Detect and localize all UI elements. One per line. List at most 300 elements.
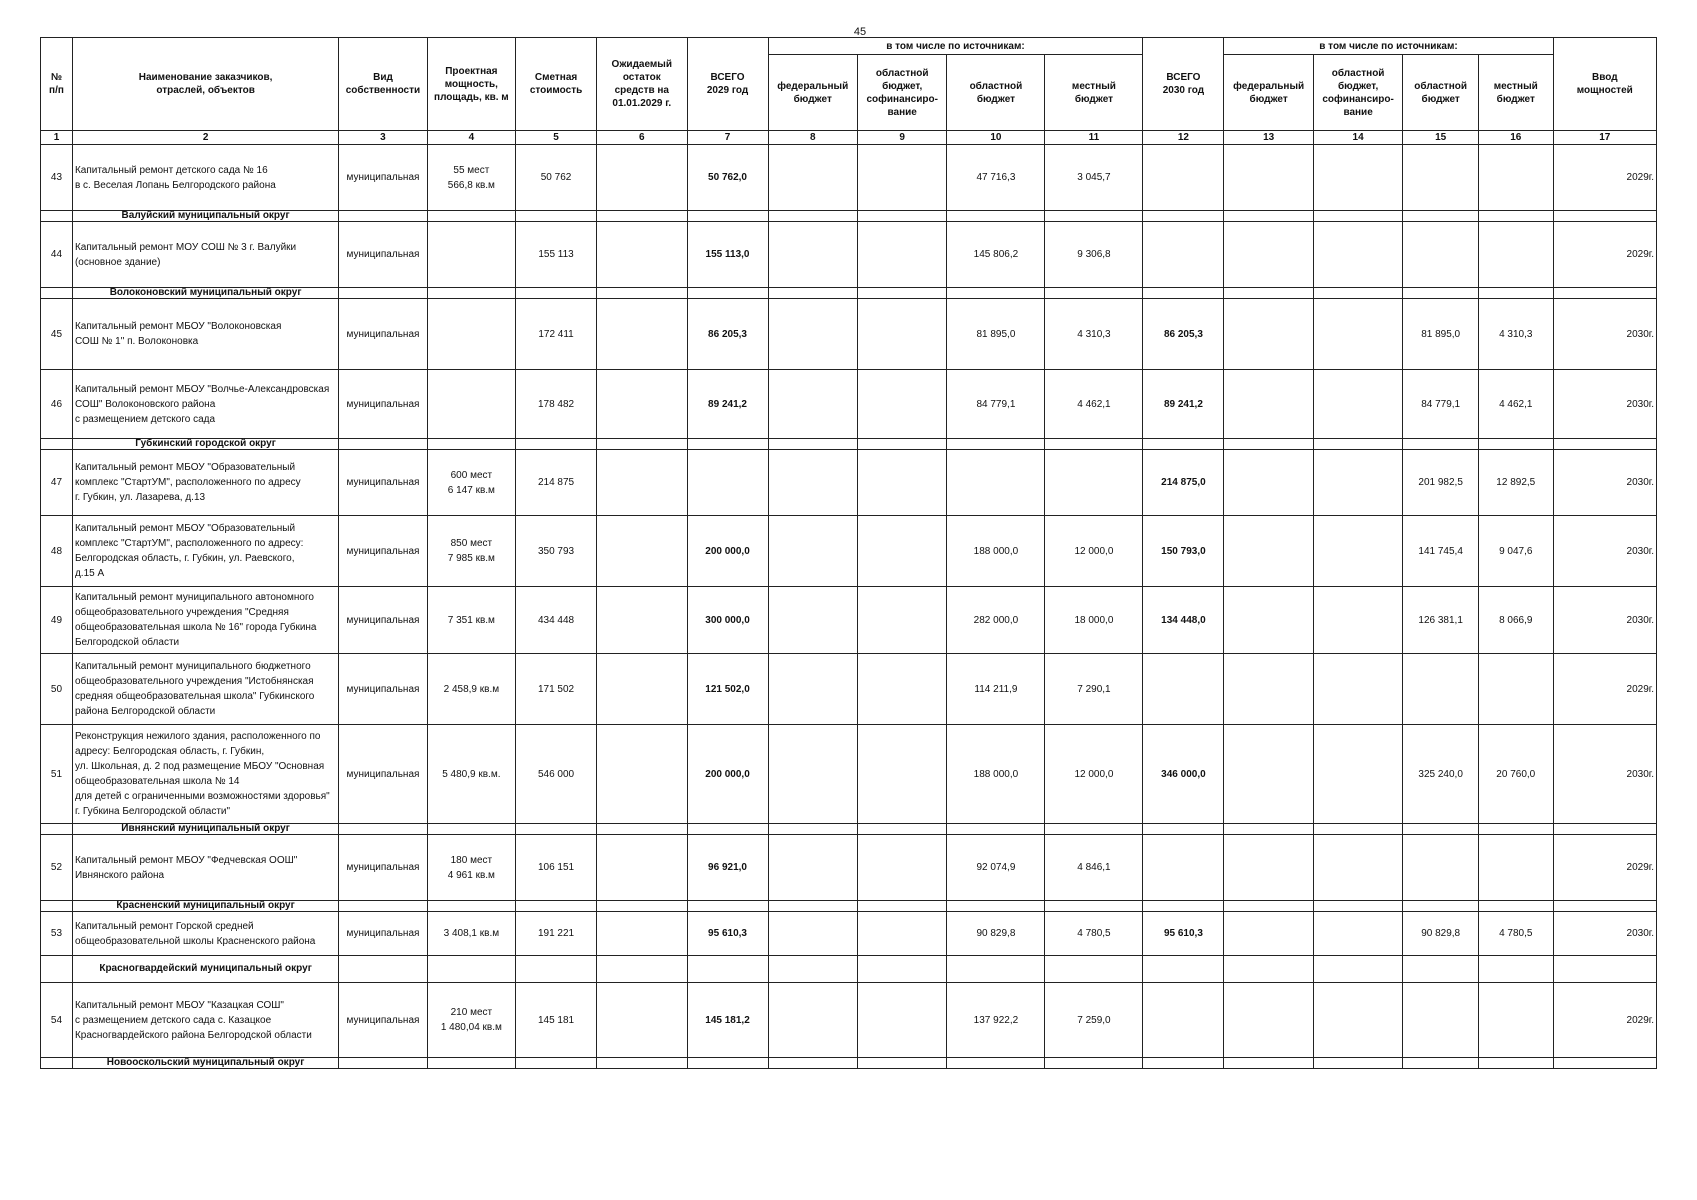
col-header-regional-2030: областной бюджет [1403, 55, 1479, 131]
object-name: Реконструкция нежилого здания, расположенного по адресу: Белгородская область, г. Губкин, ул. Школьная, д. 2 под размещение МБОУ "Основная общеобразовательная школа № 14 для детей с ограниченными возможностями здоровья" г. Губкина Белгородской области" [72, 725, 338, 824]
estimated-cost-cell: 171 502 [516, 654, 597, 725]
federal-2029-cell [768, 725, 857, 824]
capacity-cell: 55 мест 566,8 кв.м [427, 145, 515, 211]
federal-2030-cell [1224, 222, 1313, 288]
object-name: Капитальный ремонт МБОУ "Волчье-Александровская СОШ" Волоконовского района с размещением детского сада [72, 370, 338, 439]
section-title: Новооскольский муниципальный округ [72, 1058, 338, 1069]
col-header-capacity: Проектная мощность, площадь, кв. м [427, 38, 515, 131]
table-row [41, 983, 1657, 1058]
capacity-cell [427, 370, 515, 439]
total-2029-cell: 200 000,0 [687, 516, 768, 587]
federal-2030-cell [1224, 835, 1313, 901]
table-row [41, 654, 1657, 725]
empty-cell [41, 824, 73, 835]
col-header-federal-2030: федеральный бюджет [1224, 55, 1313, 131]
empty-cell [687, 901, 768, 912]
empty-cell [768, 824, 857, 835]
column-number-17: 17 [1553, 131, 1656, 145]
ownership-cell: муниципальная [339, 450, 427, 516]
empty-cell [1553, 824, 1656, 835]
investment-table [40, 37, 1657, 1069]
empty-cell [339, 439, 427, 450]
empty-cell [339, 1058, 427, 1069]
empty-cell [516, 288, 597, 299]
empty-cell [1045, 956, 1143, 983]
column-number-16: 16 [1478, 131, 1553, 145]
empty-cell [597, 901, 688, 912]
regional-2030-cell: 141 745,4 [1403, 516, 1479, 587]
estimated-cost-cell: 50 762 [516, 145, 597, 211]
empty-cell [1313, 824, 1402, 835]
regional-cofin-2030-cell [1313, 222, 1402, 288]
regional-cofin-2029-cell [857, 145, 946, 211]
col-header-sources-2029: в том числе по источникам: [768, 38, 1143, 55]
empty-cell [1045, 901, 1143, 912]
section-title: Волоконовский муниципальный округ [72, 288, 338, 299]
empty-cell [1045, 211, 1143, 222]
balance-cell [597, 912, 688, 956]
federal-2029-cell [768, 450, 857, 516]
local-2029-cell: 4 310,3 [1045, 299, 1143, 370]
section-row [41, 824, 1657, 835]
federal-2029-cell [768, 912, 857, 956]
regional-2030-cell: 201 982,5 [1403, 450, 1479, 516]
column-number-1: 1 [41, 131, 73, 145]
ownership-cell: муниципальная [339, 587, 427, 654]
federal-2030-cell [1224, 587, 1313, 654]
commissioning-year-cell: 2029г. [1553, 222, 1656, 288]
empty-cell [427, 956, 515, 983]
ownership-cell: муниципальная [339, 912, 427, 956]
empty-cell [1553, 901, 1656, 912]
local-2030-cell [1478, 835, 1553, 901]
ownership-cell: муниципальная [339, 370, 427, 439]
row-number: 51 [41, 725, 73, 824]
total-2030-cell [1143, 222, 1224, 288]
regional-2030-cell [1403, 835, 1479, 901]
local-2029-cell: 12 000,0 [1045, 516, 1143, 587]
regional-cofin-2029-cell [857, 450, 946, 516]
empty-cell [947, 901, 1045, 912]
federal-2030-cell [1224, 299, 1313, 370]
empty-cell [1553, 211, 1656, 222]
commissioning-year-cell: 2029г. [1553, 835, 1656, 901]
federal-2030-cell [1224, 912, 1313, 956]
federal-2029-cell [768, 145, 857, 211]
empty-cell [1143, 1058, 1224, 1069]
column-number-12: 12 [1143, 131, 1224, 145]
total-2029-cell: 155 113,0 [687, 222, 768, 288]
col-header-ownership: Вид собственности [339, 38, 427, 131]
estimated-cost-cell: 145 181 [516, 983, 597, 1058]
balance-cell [597, 145, 688, 211]
empty-cell [857, 288, 946, 299]
ownership-cell: муниципальная [339, 516, 427, 587]
estimated-cost-cell: 155 113 [516, 222, 597, 288]
col-header-federal-2029: федеральный бюджет [768, 55, 857, 131]
empty-cell [1143, 288, 1224, 299]
column-number-11: 11 [1045, 131, 1143, 145]
empty-cell [1478, 824, 1553, 835]
col-header-total-2030: ВСЕГО 2030 год [1143, 38, 1224, 131]
capacity-cell: 2 458,9 кв.м [427, 654, 515, 725]
empty-cell [1478, 439, 1553, 450]
balance-cell [597, 725, 688, 824]
regional-cofin-2029-cell [857, 835, 946, 901]
local-2029-cell: 7 290,1 [1045, 654, 1143, 725]
empty-cell [516, 1058, 597, 1069]
empty-cell [947, 1058, 1045, 1069]
federal-2029-cell [768, 983, 857, 1058]
col-header-commissioning: Ввод мощностей [1553, 38, 1656, 131]
federal-2030-cell [1224, 725, 1313, 824]
table-row [41, 299, 1657, 370]
table-row [41, 450, 1657, 516]
ownership-cell: муниципальная [339, 222, 427, 288]
empty-cell [339, 824, 427, 835]
capacity-cell: 5 480,9 кв.м. [427, 725, 515, 824]
object-name: Капитальный ремонт МБОУ "Волоконовская СОШ № 1" п. Волоконовка [72, 299, 338, 370]
regional-cofin-2029-cell [857, 587, 946, 654]
total-2030-cell: 346 000,0 [1143, 725, 1224, 824]
empty-cell [687, 211, 768, 222]
commissioning-year-cell: 2029г. [1553, 983, 1656, 1058]
empty-cell [947, 439, 1045, 450]
section-title: Ивнянский муниципальный округ [72, 824, 338, 835]
total-2030-cell [1143, 835, 1224, 901]
column-number-5: 5 [516, 131, 597, 145]
object-name: Капитальный ремонт МБОУ "Федчевская ООШ" Ивнянского района [72, 835, 338, 901]
column-number-9: 9 [857, 131, 946, 145]
capacity-cell: 850 мест 7 985 кв.м [427, 516, 515, 587]
total-2029-cell: 50 762,0 [687, 145, 768, 211]
empty-cell [516, 824, 597, 835]
col-header-local-2030: местный бюджет [1478, 55, 1553, 131]
commissioning-year-cell: 2029г. [1553, 145, 1656, 211]
empty-cell [687, 288, 768, 299]
header-row [41, 38, 1657, 55]
col-header-balance: Ожидаемый остаток средств на 01.01.2029 г. [597, 38, 688, 131]
col-header-regional-cofin-2030: областной бюджет, софинансиро- вание [1313, 55, 1402, 131]
row-number: 47 [41, 450, 73, 516]
federal-2030-cell [1224, 983, 1313, 1058]
empty-cell [1045, 1058, 1143, 1069]
empty-cell [427, 1058, 515, 1069]
section-row [41, 211, 1657, 222]
local-2029-cell: 7 259,0 [1045, 983, 1143, 1058]
empty-cell [41, 288, 73, 299]
col-header-local-2029: местный бюджет [1045, 55, 1143, 131]
object-name: Капитальный ремонт МБОУ "Казацкая СОШ" с размещением детского сада с. Казацкое Красногвардейского района Белгородской области [72, 983, 338, 1058]
empty-cell [1143, 211, 1224, 222]
column-number-14: 14 [1313, 131, 1402, 145]
table-row [41, 587, 1657, 654]
total-2030-cell: 150 793,0 [1143, 516, 1224, 587]
empty-cell [516, 439, 597, 450]
regional-2030-cell: 90 829,8 [1403, 912, 1479, 956]
balance-cell [597, 983, 688, 1058]
regional-2030-cell: 84 779,1 [1403, 370, 1479, 439]
empty-cell [427, 211, 515, 222]
regional-2029-cell: 92 074,9 [947, 835, 1045, 901]
column-number-10: 10 [947, 131, 1045, 145]
federal-2029-cell [768, 835, 857, 901]
empty-cell [339, 211, 427, 222]
empty-cell [597, 956, 688, 983]
federal-2029-cell [768, 654, 857, 725]
total-2030-cell [1143, 145, 1224, 211]
row-number: 43 [41, 145, 73, 211]
regional-2029-cell: 282 000,0 [947, 587, 1045, 654]
total-2029-cell: 121 502,0 [687, 654, 768, 725]
empty-cell [1403, 211, 1479, 222]
estimated-cost-cell: 434 448 [516, 587, 597, 654]
column-number-4: 4 [427, 131, 515, 145]
federal-2029-cell [768, 516, 857, 587]
empty-cell [1553, 439, 1656, 450]
capacity-cell: 210 мест 1 480,04 кв.м [427, 983, 515, 1058]
row-number: 52 [41, 835, 73, 901]
empty-cell [339, 288, 427, 299]
empty-cell [41, 211, 73, 222]
local-2030-cell: 9 047,6 [1478, 516, 1553, 587]
ownership-cell: муниципальная [339, 835, 427, 901]
capacity-cell: 7 351 кв.м [427, 587, 515, 654]
local-2030-cell: 4 462,1 [1478, 370, 1553, 439]
balance-cell [597, 654, 688, 725]
empty-cell [857, 1058, 946, 1069]
empty-cell [857, 824, 946, 835]
empty-cell [1313, 439, 1402, 450]
regional-2029-cell: 188 000,0 [947, 516, 1045, 587]
section-row [41, 956, 1657, 983]
row-number: 44 [41, 222, 73, 288]
object-name: Капитальный ремонт МБОУ "Образовательный комплекс "СтартУМ", расположенного по адресу г. Губкин, ул. Лазарева, д.13 [72, 450, 338, 516]
table-row [41, 145, 1657, 211]
regional-cofin-2030-cell [1313, 145, 1402, 211]
commissioning-year-cell: 2030г. [1553, 516, 1656, 587]
empty-cell [1313, 1058, 1402, 1069]
empty-cell [516, 211, 597, 222]
commissioning-year-cell: 2029г. [1553, 654, 1656, 725]
row-number: 50 [41, 654, 73, 725]
empty-cell [1553, 288, 1656, 299]
regional-cofin-2030-cell [1313, 725, 1402, 824]
column-number-3: 3 [339, 131, 427, 145]
regional-2029-cell: 114 211,9 [947, 654, 1045, 725]
total-2029-cell: 145 181,2 [687, 983, 768, 1058]
federal-2030-cell [1224, 145, 1313, 211]
empty-cell [41, 1058, 73, 1069]
column-numbers-row [41, 131, 1657, 145]
balance-cell [597, 370, 688, 439]
empty-cell [427, 288, 515, 299]
estimated-cost-cell: 106 151 [516, 835, 597, 901]
empty-cell [1224, 956, 1313, 983]
total-2030-cell: 214 875,0 [1143, 450, 1224, 516]
column-number-15: 15 [1403, 131, 1479, 145]
section-row [41, 901, 1657, 912]
page-number: 45 [853, 26, 867, 38]
ownership-cell: муниципальная [339, 145, 427, 211]
total-2029-cell: 300 000,0 [687, 587, 768, 654]
empty-cell [597, 288, 688, 299]
column-number-6: 6 [597, 131, 688, 145]
capacity-cell [427, 299, 515, 370]
empty-cell [1045, 824, 1143, 835]
local-2030-cell: 20 760,0 [1478, 725, 1553, 824]
table-row [41, 912, 1657, 956]
estimated-cost-cell: 191 221 [516, 912, 597, 956]
empty-cell [768, 288, 857, 299]
balance-cell [597, 222, 688, 288]
commissioning-year-cell: 2030г. [1553, 299, 1656, 370]
local-2029-cell: 4 462,1 [1045, 370, 1143, 439]
federal-2030-cell [1224, 654, 1313, 725]
regional-2030-cell [1403, 983, 1479, 1058]
empty-cell [768, 956, 857, 983]
commissioning-year-cell: 2030г. [1553, 370, 1656, 439]
row-number: 53 [41, 912, 73, 956]
regional-cofin-2030-cell [1313, 835, 1402, 901]
local-2030-cell [1478, 222, 1553, 288]
commissioning-year-cell: 2030г. [1553, 725, 1656, 824]
regional-cofin-2029-cell [857, 912, 946, 956]
empty-cell [516, 901, 597, 912]
empty-cell [1553, 1058, 1656, 1069]
commissioning-year-cell: 2030г. [1553, 450, 1656, 516]
empty-cell [1403, 288, 1479, 299]
empty-cell [1143, 901, 1224, 912]
regional-2030-cell: 325 240,0 [1403, 725, 1479, 824]
empty-cell [947, 288, 1045, 299]
empty-cell [1045, 288, 1143, 299]
local-2029-cell: 4 780,5 [1045, 912, 1143, 956]
empty-cell [1313, 211, 1402, 222]
regional-cofin-2029-cell [857, 299, 946, 370]
local-2030-cell [1478, 983, 1553, 1058]
ownership-cell: муниципальная [339, 299, 427, 370]
column-number-7: 7 [687, 131, 768, 145]
empty-cell [1224, 901, 1313, 912]
estimated-cost-cell: 178 482 [516, 370, 597, 439]
local-2030-cell: 8 066,9 [1478, 587, 1553, 654]
empty-cell [427, 439, 515, 450]
section-row [41, 288, 1657, 299]
empty-cell [857, 956, 946, 983]
table-row [41, 370, 1657, 439]
total-2029-cell: 200 000,0 [687, 725, 768, 824]
col-header-name: Наименование заказчиков, отраслей, объектов [72, 38, 338, 131]
section-title: Валуйский муниципальный округ [72, 211, 338, 222]
empty-cell [947, 824, 1045, 835]
col-header-sources-2030: в том числе по источникам: [1224, 38, 1553, 55]
col-header-regional-2029: областной бюджет [947, 55, 1045, 131]
total-2030-cell [1143, 654, 1224, 725]
regional-cofin-2030-cell [1313, 516, 1402, 587]
regional-2029-cell: 188 000,0 [947, 725, 1045, 824]
empty-cell [1478, 1058, 1553, 1069]
regional-cofin-2029-cell [857, 654, 946, 725]
federal-2030-cell [1224, 450, 1313, 516]
total-2029-cell: 96 921,0 [687, 835, 768, 901]
empty-cell [1403, 439, 1479, 450]
section-title: Красногвардейский муниципальный округ [72, 956, 338, 983]
regional-2029-cell [947, 450, 1045, 516]
empty-cell [1553, 956, 1656, 983]
object-name: Капитальный ремонт МОУ СОШ № 3 г. Валуйки (основное здание) [72, 222, 338, 288]
empty-cell [857, 211, 946, 222]
estimated-cost-cell: 350 793 [516, 516, 597, 587]
regional-cofin-2029-cell [857, 725, 946, 824]
empty-cell [1224, 439, 1313, 450]
total-2029-cell: 86 205,3 [687, 299, 768, 370]
total-2030-cell: 86 205,3 [1143, 299, 1224, 370]
federal-2030-cell [1224, 370, 1313, 439]
row-number: 48 [41, 516, 73, 587]
empty-cell [1403, 824, 1479, 835]
regional-cofin-2030-cell [1313, 983, 1402, 1058]
empty-cell [427, 824, 515, 835]
regional-cofin-2030-cell [1313, 654, 1402, 725]
local-2030-cell [1478, 145, 1553, 211]
empty-cell [1045, 439, 1143, 450]
empty-cell [41, 901, 73, 912]
commissioning-year-cell: 2030г. [1553, 912, 1656, 956]
section-title: Губкинский городской округ [72, 439, 338, 450]
table-row [41, 222, 1657, 288]
balance-cell [597, 450, 688, 516]
capacity-cell: 600 мест 6 147 кв.м [427, 450, 515, 516]
regional-2030-cell: 81 895,0 [1403, 299, 1479, 370]
table-row [41, 725, 1657, 824]
federal-2030-cell [1224, 516, 1313, 587]
estimated-cost-cell: 172 411 [516, 299, 597, 370]
empty-cell [339, 956, 427, 983]
empty-cell [1224, 824, 1313, 835]
total-2030-cell: 95 610,3 [1143, 912, 1224, 956]
empty-cell [1224, 1058, 1313, 1069]
local-2029-cell: 3 045,7 [1045, 145, 1143, 211]
regional-2029-cell: 47 716,3 [947, 145, 1045, 211]
balance-cell [597, 299, 688, 370]
empty-cell [41, 956, 73, 983]
object-name: Капитальный ремонт муниципального автономного общеобразовательного учреждения "Средняя общеобразовательная школа № 16" города Губкина Белгородской области [72, 587, 338, 654]
empty-cell [1224, 288, 1313, 299]
empty-cell [768, 1058, 857, 1069]
row-number: 46 [41, 370, 73, 439]
empty-cell [1478, 211, 1553, 222]
regional-cofin-2030-cell [1313, 299, 1402, 370]
empty-cell [1403, 956, 1479, 983]
local-2030-cell [1478, 654, 1553, 725]
col-header-cost: Сметная стоимость [516, 38, 597, 131]
empty-cell [597, 1058, 688, 1069]
commissioning-year-cell: 2030г. [1553, 587, 1656, 654]
regional-cofin-2029-cell [857, 370, 946, 439]
local-2030-cell: 12 892,5 [1478, 450, 1553, 516]
balance-cell [597, 516, 688, 587]
table-row [41, 835, 1657, 901]
column-number-2: 2 [72, 131, 338, 145]
federal-2029-cell [768, 299, 857, 370]
capacity-cell: 180 мест 4 961 кв.м [427, 835, 515, 901]
column-number-8: 8 [768, 131, 857, 145]
local-2030-cell: 4 310,3 [1478, 299, 1553, 370]
section-row [41, 439, 1657, 450]
regional-2029-cell: 81 895,0 [947, 299, 1045, 370]
empty-cell [516, 956, 597, 983]
